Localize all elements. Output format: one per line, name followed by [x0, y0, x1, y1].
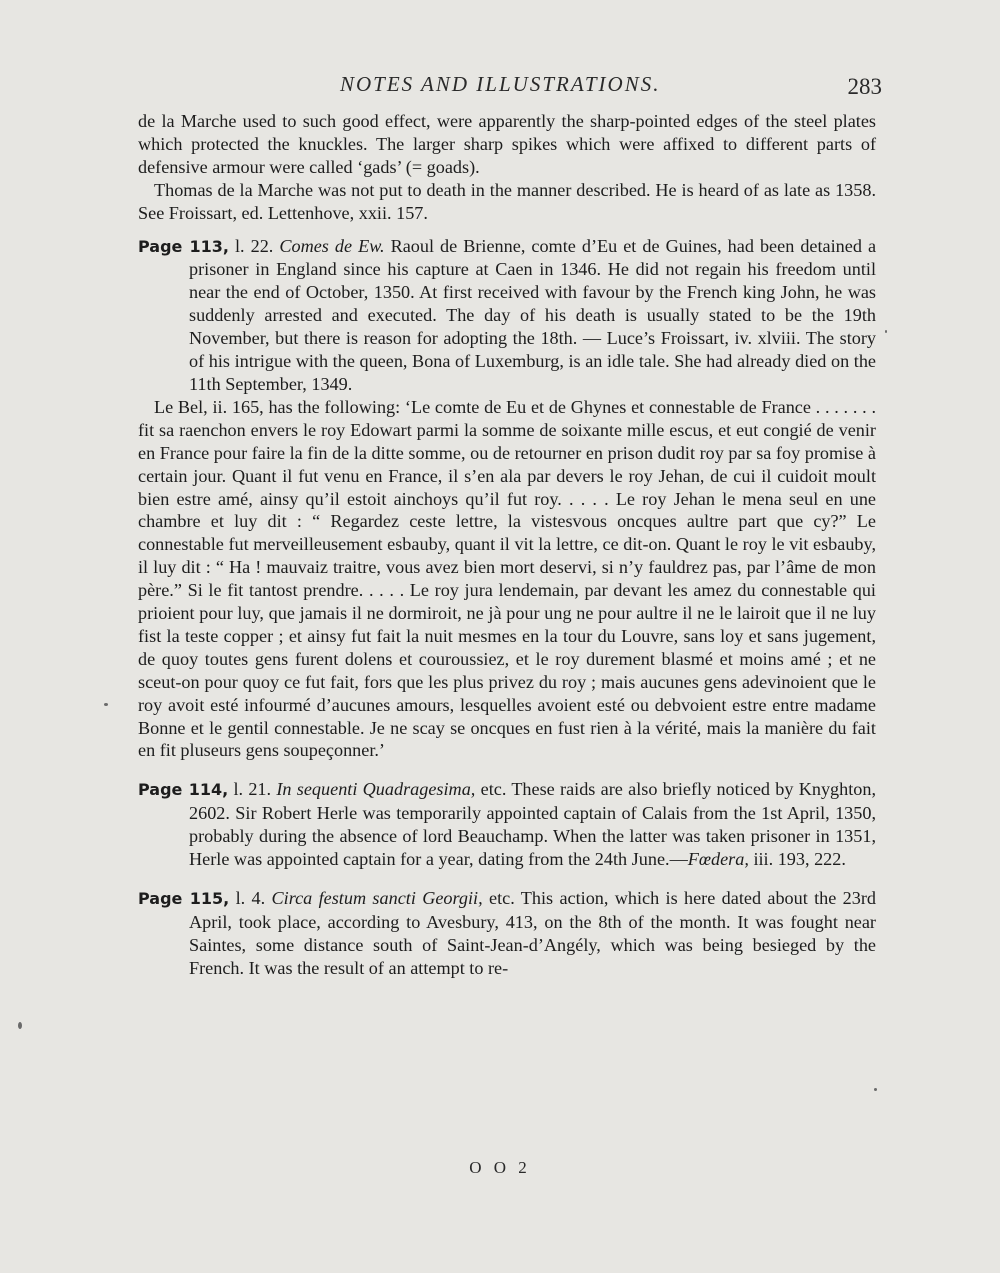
signature-mark: O O 2 — [469, 1158, 531, 1177]
continuation-paragraph: de la Marche used to such good effect, were apparently the sharp-pointed edges of the steel plates which protected the knuckles. The larger sharp spikes which were affixed to different parts of defensive armour were called ‘gads’ (= goads). — [138, 111, 876, 177]
note-line-ref: l. 4. — [235, 888, 266, 908]
note-page-ref: Page 114, — [138, 780, 229, 800]
page-number: 283 — [847, 74, 882, 99]
note-page-114 — [138, 778, 876, 871]
note-text: etc. This action, which is here dated about the 23rd April, took place, according to Avesbury, 413, on the 8th of the month. It was fought near Saintes, some distance south of Saint-Jean-d’Angély, which was being besieged by the French. It was the result of an attempt to re- — [189, 888, 877, 978]
note-line-ref: l. 22. — [234, 235, 274, 256]
note-lemma: In sequenti Quadragesima, — [276, 779, 476, 800]
note-quotation: Le Bel, ii. 165, has the following: ‘Le comte de Eu et de Ghynes et connestable de France . . . . . . . fit sa raenchon envers le roy Edowart parmi la somme de soixante mille escus, et eut congié de venir en France pour faire la fin de la ditte somme, ou de retourner en prison dudit roy par sa foy promise à certain jour. Quant il fut venu en France, il s’en ala par devers le roy Jehan, de cui il cuidoit moult bien estre amé, ainsy qu’il estoit ainchoys qu’il fut roy. . . . . Le roy Jehan le mena seul en une chambre et luy dit : “ Regardez ceste lettre, la vistesvous oncques aultre part que cy?” Le connestable fut merveilleusement esbauby, quant il vit la lettre, ce dit-on. Quant le roy le vit esbauby, il luy dit : “ Ha ! mauvaiz traitre, vous avez bien mort deservi, si n’y fauldrez pas, par l’âme de mon père.” Si le fit tantost prendre. . . . . Le roy jura lendemain, par devant les amez du connestable qui prioient pour luy, que jamais il ne dormiroit, ne jà pour ung ne pour aultre il ne le lairoit que il ne luy fist la teste copper ; et ainsy fut fait la nuit mesmes en la tour du Louvre, sans loy et sans jugement, de quoy toutes gens furent dolens et couroussiez, et le roy durement blasmé et moins amé ; et ne sceut-on pour quoy ce fut fait, fors que les plus privez du roy ; mais aucunes gens adevinoient que le roy avoit esté infourmé d’aucunes amours, lesquelles avoient esté ou debvoient estre entre madame Bonne et le gentil connestable. Je ne scay se oncques en fust rien à la vérité, mais la manière du fait en fit pluseurs gens soupeçonner.’ — [138, 396, 876, 761]
paper-speck — [104, 703, 108, 706]
running-title: NOTES AND ILLUSTRATIONS. — [340, 72, 661, 96]
note-page-113 — [138, 235, 876, 396]
note-text-end: iii. 193, 222. — [753, 849, 846, 870]
note-page-115 — [138, 887, 876, 980]
note-source: Fœdera, — [687, 849, 749, 870]
note-text: etc. These raids are also briefly noticed by Knyghton, 2602. Sir Robert Herle was temporarily appointed captain of Calais from the 1st April, 1350, probably during the absence of lord Beauchamp. When the latter was taken prisoner in 1351, Herle was appointed captain for a year, dating from the 24th June.— — [189, 779, 877, 870]
note-lemma: Comes de Ew. — [279, 235, 385, 256]
paper-speck — [18, 1022, 22, 1029]
note-page-ref: Page 113, — [138, 236, 229, 256]
page-body — [138, 110, 876, 980]
continuation-paragraph-2: Thomas de la Marche was not put to death in the manner described. He is heard of as late as 1358. See Froissart, ed. Lettenhove, xxii. 157. — [138, 179, 876, 223]
paper-speck — [874, 1088, 877, 1091]
note-text: Raoul de Brienne, comte d’Eu et de Guines, had been detained a prisoner in England since his capture at Caen in 1346. He did not regain his freedom until near the end of October, 1350. At first received with favour by the French king John, he was suddenly arrested and executed. The day of his death is usually stated to be the 19th November, but there is reason for adopting the 18th. — Luce’s Froissart, iv. xlviii. The story of his intrigue with the queen, Bona of Luxemburg, is an idle tale. She had already died on the 11th September, 1349. — [189, 235, 877, 394]
page-header — [140, 68, 880, 102]
note-page-ref: Page 115, — [138, 889, 230, 908]
note-line-ref: l. 21. — [233, 779, 272, 800]
note-lemma: Circa festum sancti Georgii, — [271, 888, 483, 908]
paper-speck — [885, 330, 887, 333]
